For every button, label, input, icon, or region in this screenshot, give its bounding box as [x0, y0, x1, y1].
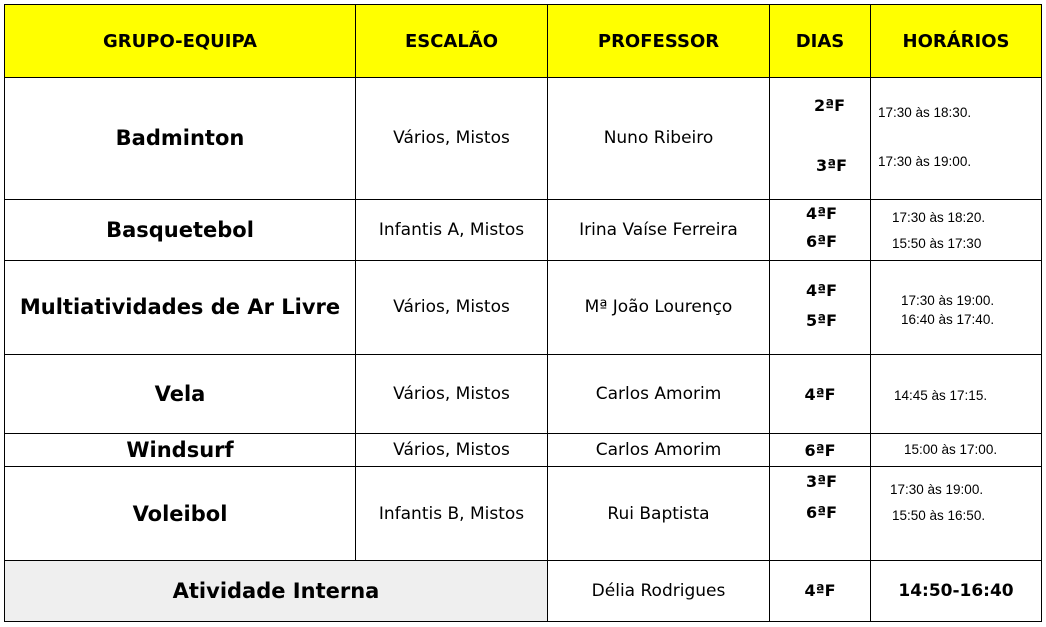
table-row — [5, 78, 1042, 199]
header-horarios: HORÁRIOS — [871, 5, 1042, 78]
horario-value: 16:40 às 17:40. — [901, 311, 995, 327]
grupo-cell: Multiatividades de Ar Livre — [5, 260, 356, 354]
table-row — [5, 199, 1042, 260]
professor-cell: Nuno Ribeiro — [548, 78, 770, 199]
escalao-cell: Vários, Mistos — [356, 260, 548, 354]
dias-cell — [770, 355, 871, 434]
dia-value: 6ªF — [806, 503, 838, 523]
dia-value: 3ªF — [806, 472, 838, 492]
dias-cell — [770, 434, 871, 467]
header-escalao: ESCALÃO — [356, 5, 548, 78]
grupo-cell: Voleibol — [5, 467, 356, 560]
horarios-cell — [871, 260, 1042, 354]
dia-value: 2ªF — [814, 96, 846, 116]
horario-value: 17:30 às 18:30. — [878, 105, 972, 121]
horario-value: 15:00 às 17:00. — [904, 442, 998, 458]
interna-row — [5, 560, 1042, 621]
horario-value: 15:50 às 16:50. — [892, 508, 986, 524]
horarios-cell — [871, 199, 1042, 260]
professor-cell: Rui Baptista — [548, 467, 770, 560]
horario-value: 15:50 às 17:30 — [892, 235, 982, 251]
dias-cell — [770, 467, 871, 560]
grupo-cell: Vela — [5, 355, 356, 434]
interna-dias-cell: 4ªF — [770, 560, 871, 621]
table-row — [5, 355, 1042, 434]
grupo-cell: Windsurf — [5, 434, 356, 467]
table-row — [5, 467, 1042, 560]
escalao-cell: Vários, Mistos — [356, 78, 548, 199]
dia-value: 3ªF — [816, 156, 848, 176]
dias-cell — [770, 199, 871, 260]
grupo-cell: Badminton — [5, 78, 356, 199]
dia-value: 4ªF — [806, 280, 838, 300]
interna-grupo-label: Atividade Interna — [172, 578, 380, 603]
escalao-cell: Infantis A, Mistos — [356, 199, 548, 260]
horarios-cell — [871, 78, 1042, 199]
header-grupo: GRUPO-EQUIPA — [5, 5, 356, 78]
horario-value: 17:30 às 19:00. — [878, 154, 972, 170]
horario-value: 14:45 às 17:15. — [894, 388, 988, 404]
header-professor: PROFESSOR — [548, 5, 770, 78]
grupo-cell: Basquetebol — [5, 199, 356, 260]
dias-cell — [770, 260, 871, 354]
dia-value: 4ªF — [804, 384, 836, 404]
horario-value: 17:30 às 19:00. — [890, 482, 984, 498]
professor-cell: Mª João Lourenço — [548, 260, 770, 354]
header-row — [5, 5, 1042, 78]
professor-cell: Carlos Amorim — [548, 355, 770, 434]
dia-value: 5ªF — [806, 310, 838, 330]
schedule-table — [4, 4, 1042, 622]
interna-grupo-cell — [5, 560, 548, 621]
dia-value: 6ªF — [804, 440, 836, 460]
escalao-cell: Infantis B, Mistos — [356, 467, 548, 560]
table-row — [5, 260, 1042, 354]
interna-horarios-cell: 14:50-16:40 — [871, 560, 1042, 621]
interna-professor-cell: Délia Rodrigues — [548, 560, 770, 621]
professor-cell: Carlos Amorim — [548, 434, 770, 467]
professor-cell: Irina Vaíse Ferreira — [548, 199, 770, 260]
dias-cell — [770, 78, 871, 199]
dia-value: 4ªF — [806, 203, 838, 223]
escalao-cell: Vários, Mistos — [356, 355, 548, 434]
dia-value: 6ªF — [806, 231, 838, 251]
escalao-cell: Vários, Mistos — [356, 434, 548, 467]
horarios-cell — [871, 434, 1042, 467]
horario-value: 17:30 às 18:20. — [892, 209, 986, 225]
horarios-cell — [871, 467, 1042, 560]
horario-value: 17:30 às 19:00. — [901, 292, 995, 308]
header-dias: DIAS — [770, 5, 871, 78]
horarios-cell — [871, 355, 1042, 434]
table-row — [5, 434, 1042, 467]
